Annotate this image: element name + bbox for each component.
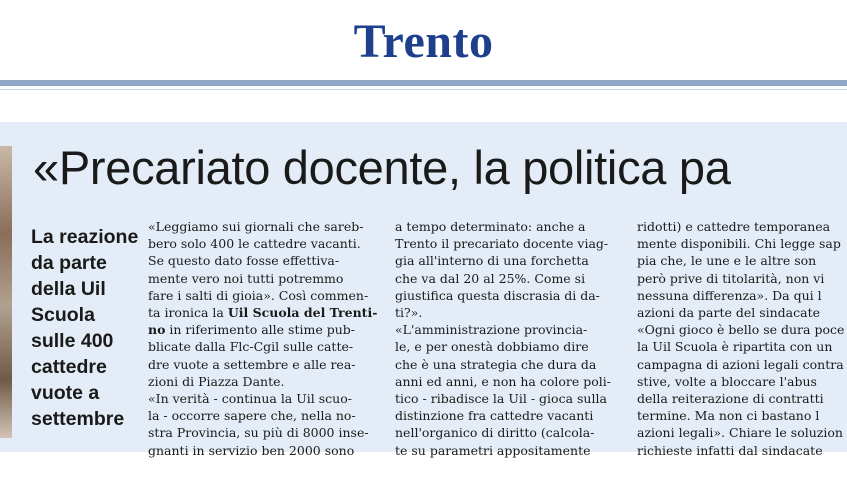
text-line: campagna di azioni legali contra [637, 356, 844, 372]
article-column-2 [395, 218, 625, 459]
text-line: ti?». [395, 305, 423, 321]
text-segment: in riferimento alle stime pub- [165, 322, 355, 338]
text-line: azioni da parte del sindacate [637, 305, 820, 321]
text-line: bero solo 400 le cattedre vacanti. [148, 236, 361, 252]
text-line: richieste infatti dal sindacate [637, 442, 823, 458]
text-line: ridotti) e cattedre temporanea [637, 219, 831, 234]
kicker-line: vuote a [31, 382, 100, 404]
text-line: mente disponibili. Chi legge sap [637, 236, 841, 252]
text-line: termine. Ma non ci bastano l [637, 408, 820, 424]
kicker-line: cattedre [31, 356, 107, 378]
text-line: la Uil Scuola è ripartita con un [637, 339, 833, 355]
text-line: le, e per onestà dobbiamo dire [395, 339, 589, 355]
article-photo-edge [0, 146, 12, 438]
text-segment: Uil Scuola del Trenti- [227, 305, 378, 321]
newspaper-section-title: Trento [353, 15, 494, 68]
kicker-line: sulle 400 [31, 330, 114, 352]
text-line: tico - ribadisce la Uil - gioca sulla [395, 391, 607, 407]
text-line: «Ogni gioco è bello se dura poce [637, 322, 845, 338]
text-line: gnanti in servizio ben 2000 sono [148, 442, 355, 458]
masthead-rule [0, 80, 847, 86]
text-line: però prive di titolarità, non vi [637, 270, 825, 286]
text-line: la - occorre sapere che, nella no- [148, 408, 356, 424]
kicker-line: della Uil [31, 278, 106, 300]
text-segment: no [148, 322, 166, 338]
text-line: gia all'interno di una forchetta [395, 253, 589, 269]
text-line: zioni di Piazza Dante. [148, 373, 285, 389]
text-line: stive, volte a bloccare l'abus [637, 373, 817, 389]
text-line: Se questo dato fosse effettiva- [148, 253, 340, 269]
text-line: blicate dalla Flc-Cgil sulle catte- [148, 339, 354, 355]
text-line: fare i salti di gioia». Così commen- [148, 287, 369, 303]
kicker-line: Scuola [31, 304, 95, 326]
article-kicker [31, 224, 139, 432]
article-column-3 [637, 218, 847, 459]
text-line: «L'amministrazione provincia- [395, 322, 588, 338]
text-line: «In verità - continua la Uil scuo- [148, 391, 352, 407]
text-line: distinzione fra cattedre vacanti [395, 408, 594, 424]
text-line: giustifica questa discrasia di da- [395, 287, 600, 303]
text-line: anni ed anni, e non ha colore poli- [395, 373, 611, 389]
kicker-line: da parte [31, 252, 107, 274]
text-line: nell'organico di diritto (calcola- [395, 425, 595, 441]
text-line: che va dal 20 al 25%. Come si [395, 270, 586, 286]
text-line: «Leggiamo sui giornali che sareb- [148, 219, 364, 234]
text-line: Trento il precariato docente viag- [395, 236, 609, 252]
text-line: della reiterazione di contratti [637, 391, 824, 407]
text-line: a tempo determinato: anche a [395, 219, 586, 234]
text-line: stra Provincia, su più di 8000 inse- [148, 425, 369, 441]
text-line: azioni legali». Chiare le soluzion [637, 425, 843, 441]
article-headline: «Precariato docente, la politica pa [33, 141, 731, 194]
text-line [148, 321, 378, 338]
kicker-line: La reazione [31, 226, 139, 248]
text-line: che è una strategia che dura da [395, 356, 597, 372]
masthead [0, 0, 847, 78]
masthead-rule-thin [0, 89, 847, 90]
text-line: te su parametri appositamente [395, 442, 591, 458]
text-line: nessuna differenza». Da qui l [637, 287, 822, 303]
text-line: pia che, le une e le altre son [637, 253, 817, 269]
text-segment: ta ironica la [148, 305, 228, 321]
text-line: dre vuote a settembre e alle rea- [148, 356, 356, 372]
text-line: mente vero noi tutti potremmo [148, 270, 344, 286]
text-line [148, 304, 378, 321]
article-column-1 [148, 218, 378, 459]
kicker-line: settembre [31, 408, 125, 430]
